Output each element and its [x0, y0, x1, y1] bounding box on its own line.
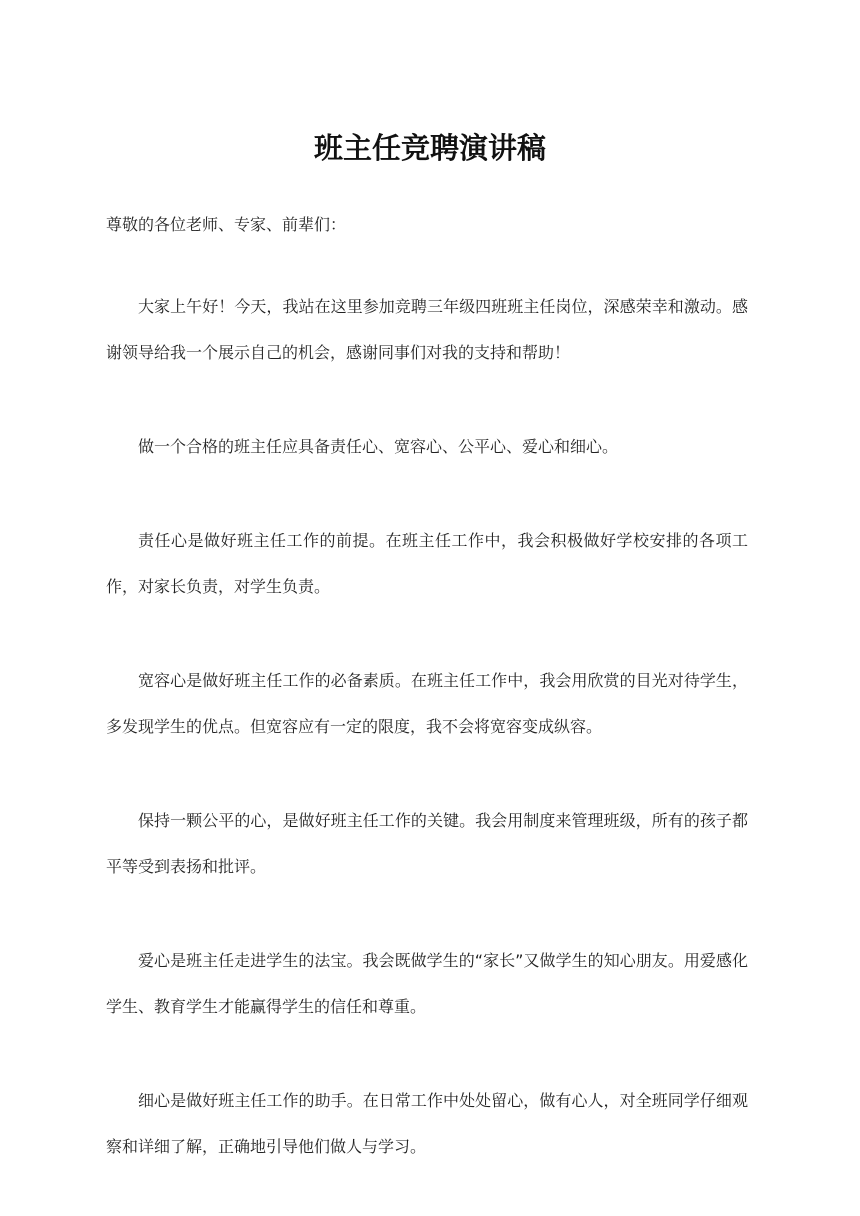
paragraph-care: 细心是做好班主任工作的助手。在日常工作中处处留心，做有心人，对全班同学仔细观察和详细了解，正确地引导他们做人与学习。	[106, 1091, 748, 1156]
paragraph-qualities: 做一个合格的班主任应具备责任心、宽容心、公平心、爱心和细心。	[138, 437, 619, 456]
document-body	[106, 206, 748, 1170]
salutation: 尊敬的各位老师、专家、前辈们：	[106, 215, 347, 234]
paragraph-fairness: 保持一颗公平的心，是做好班主任工作的关键。我会用制度来管理班级，所有的孩子都平等受到表扬和批评。	[106, 811, 748, 876]
paragraph-greeting: 大家上午好！今天，我站在这里参加竞聘三年级四班班主任岗位，深感荣幸和激动。感谢领导给我一个展示自己的机会，感谢同事们对我的支持和帮助！	[106, 297, 748, 362]
paragraph-responsibility: 责任心是做好班主任工作的前提。在班主任工作中，我会积极做好学校安排的各项工作，对家长负责，对学生负责。	[106, 531, 748, 596]
paragraph-love: 爱心是班主任走进学生的法宝。我会既做学生的“家长”又做学生的知心朋友。用爱感化学生、教育学生才能赢得学生的信任和尊重。	[106, 951, 748, 1016]
document-title: 班主任竞聘演讲稿	[313, 131, 546, 165]
paragraph-tolerance: 宽容心是做好班主任工作的必备素质。在班主任工作中，我会用欣赏的目光对待学生，多发现学生的优点。但宽容应有一定的限度，我不会将宽容变成纵容。	[106, 671, 748, 736]
